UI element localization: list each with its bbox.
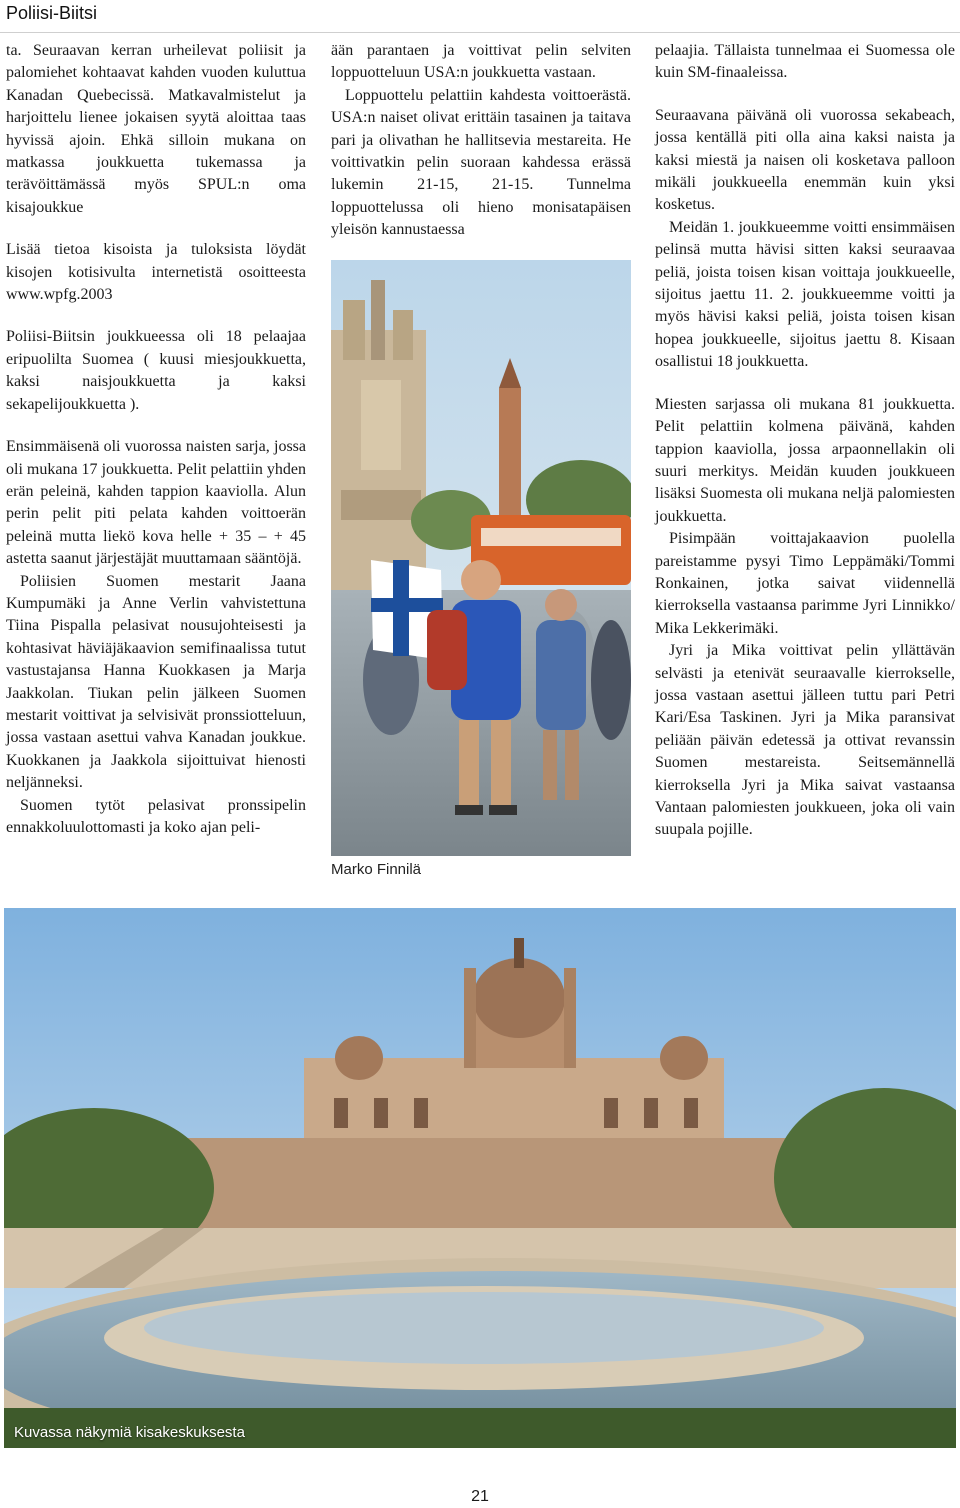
photo-finnish-flag-fans — [331, 260, 631, 856]
paragraph: Loppuottelu pelattiin kahdesta voittoerästä. USA:n naiset olivat erittäin tasainen ja taitava pari ja olivathan he hallitsevia mestareita. He voittivatkin pelin suoraan kahdessa erässä lukemin 21-15, 21-15. Tunnelma loppuottelussa oli hieno monisatapäisen yleisön kannustaessa — [331, 86, 631, 239]
paragraph: Miesten sarjassa oli mukana 81 joukkuetta. Pelit pelattiin kolmena päivänä, kahden tappion kaaviolla, jossa arpaonnellakin oli suuri merkitys. Meidän kuuden joukkueen lisäksi Suomesta oli mukana neljä palomiesten joukkuetta. — [655, 395, 955, 525]
paragraph: Seuraavana päivänä oli vuorossa sekabeach, jossa kentällä piti olla aina kaksi naista ja kaksi miestä ja naisen oli kosketava palloon mikäli joukkueella enemmän kuin yksi kosketus. — [655, 106, 955, 214]
paragraph-website-info: Lisää tietoa kisoista ja tuloksista löydät kisojen kotisivulta internetistä osoitteesta www.wpfg.2003 — [6, 241, 306, 304]
header-title: Poliisi-Biitsi — [6, 3, 98, 23]
photo-caption: Kuvassa näkymiä kisakeskuksesta — [14, 1424, 245, 1441]
page-header — [0, 0, 960, 33]
paragraph: ta. Seuraavan kerran urheilevat poliisit ja palomiehet kohtaavat kahden vuoden kuluttua Kanadan Quebecissä. Matkavalmistelut ja harjoittelu lienee jokaisen syytä aloittaa taas hyvissä ajoin. Ehkä silloin mukana on matkassa joukkuetta tukemassa ja terävöittämässä myös SPUL:n oma kisajoukkue — [6, 42, 306, 216]
paragraph: Pisimpään voittajakaavion puolella pareistamme pysyi Timo Leppämäki/Tommi Ronkainen, jotka saivat viidennellä kierroksella vastaansa parimme Jyri Linnikko/ Mika Lekkerimäki. — [655, 530, 955, 637]
paragraph: Poliisien Suomen mestarit Jaana Kumpumäki ja Anne Verlin vahvistettuna Tiina Pispalla pelasivat nousujohteisesti ja kohtasivat häviäjäkaavion semifinaalissa tutut vastustajansa Hanna Kuokkasen ja Marja Jaakkolan. Tiukan pelin jälkeen Suomen mestarit voittivat ja selvisivät pronssiotteluun, jossa vastaan asettui vahva Kanadan joukkue. Kuokkanen ja Jaakkola sijoittuivat hienosti neljänneksi. — [6, 572, 306, 792]
photo-exhibition-palace — [4, 908, 956, 1448]
paragraph-team: Poliisi-Biitsin joukkueessa oli 18 pelaajaa eripuolilta Suomea ( kuusi miesjoukkuetta, kaksi naisjoukkuetta ja kaksi sekapelijoukkuetta ). — [6, 328, 306, 413]
page-number: 21 — [471, 1488, 489, 1505]
paragraph: Jyri ja Mika voittivat pelin yllättävän selvästi ja etenivät seuraavalle kierrokselle, jossa vastaan asettui jälleen tuttu pari Petri Kari/Esa Taskinen. Jyri ja Mika paransivat peliään päivän edetessä ja ottivat revanssin Suomen mestareista. Seitsemännellä kierroksella Jyri ja Mika saivat vastaansa Vantaan palomiesten joukkueen, joka oli vain suupala pojille. — [655, 642, 955, 839]
paragraph: Ensimmäisenä oli vuorossa naisten sarja, jossa oli mukana 17 joukkuetta. Pelit pelattiin yhden erän peleinä, kahden tappion kaaviolla. Alun perin pelit piti pelata kahden voittoerän peleinä mutta liekö kova helle + 35 – + 45 astetta saanut järjestäjät muuttamaan sääntöjä. — [6, 438, 306, 568]
paragraph: Meidän 1. joukkueemme voitti ensimmäisen pelinsä mutta hävisi sitten kaksi seuraavaa peliä, joista toisen kisan voittaja joukkueelle, sijoitus jaettu 11. 2. joukkueemme voitti ja myös hävisi kaksi peliä, joista toisen kisan hopea joukkueelle, sijoitus jaettu 8. Kisaan osallistui 18 joukkuetta. — [655, 218, 955, 371]
paragraph: Suomen tytöt pelasivat pronssipelin ennakkoluulottomasti ja koko ajan peli- — [6, 796, 306, 836]
article-column-1 — [6, 40, 306, 839]
article-column-3 — [655, 40, 955, 842]
paragraph: ään parantaen ja voittivat pelin selviten loppuotteluun USA:n joukkuetta vastaan. — [331, 42, 631, 82]
photo-credit: Marko Finnilä — [331, 861, 422, 878]
paragraph: pelaajia. Tällaista tunnelmaa ei Suomessa ole kuin SM-finaaleissa. — [655, 42, 955, 82]
